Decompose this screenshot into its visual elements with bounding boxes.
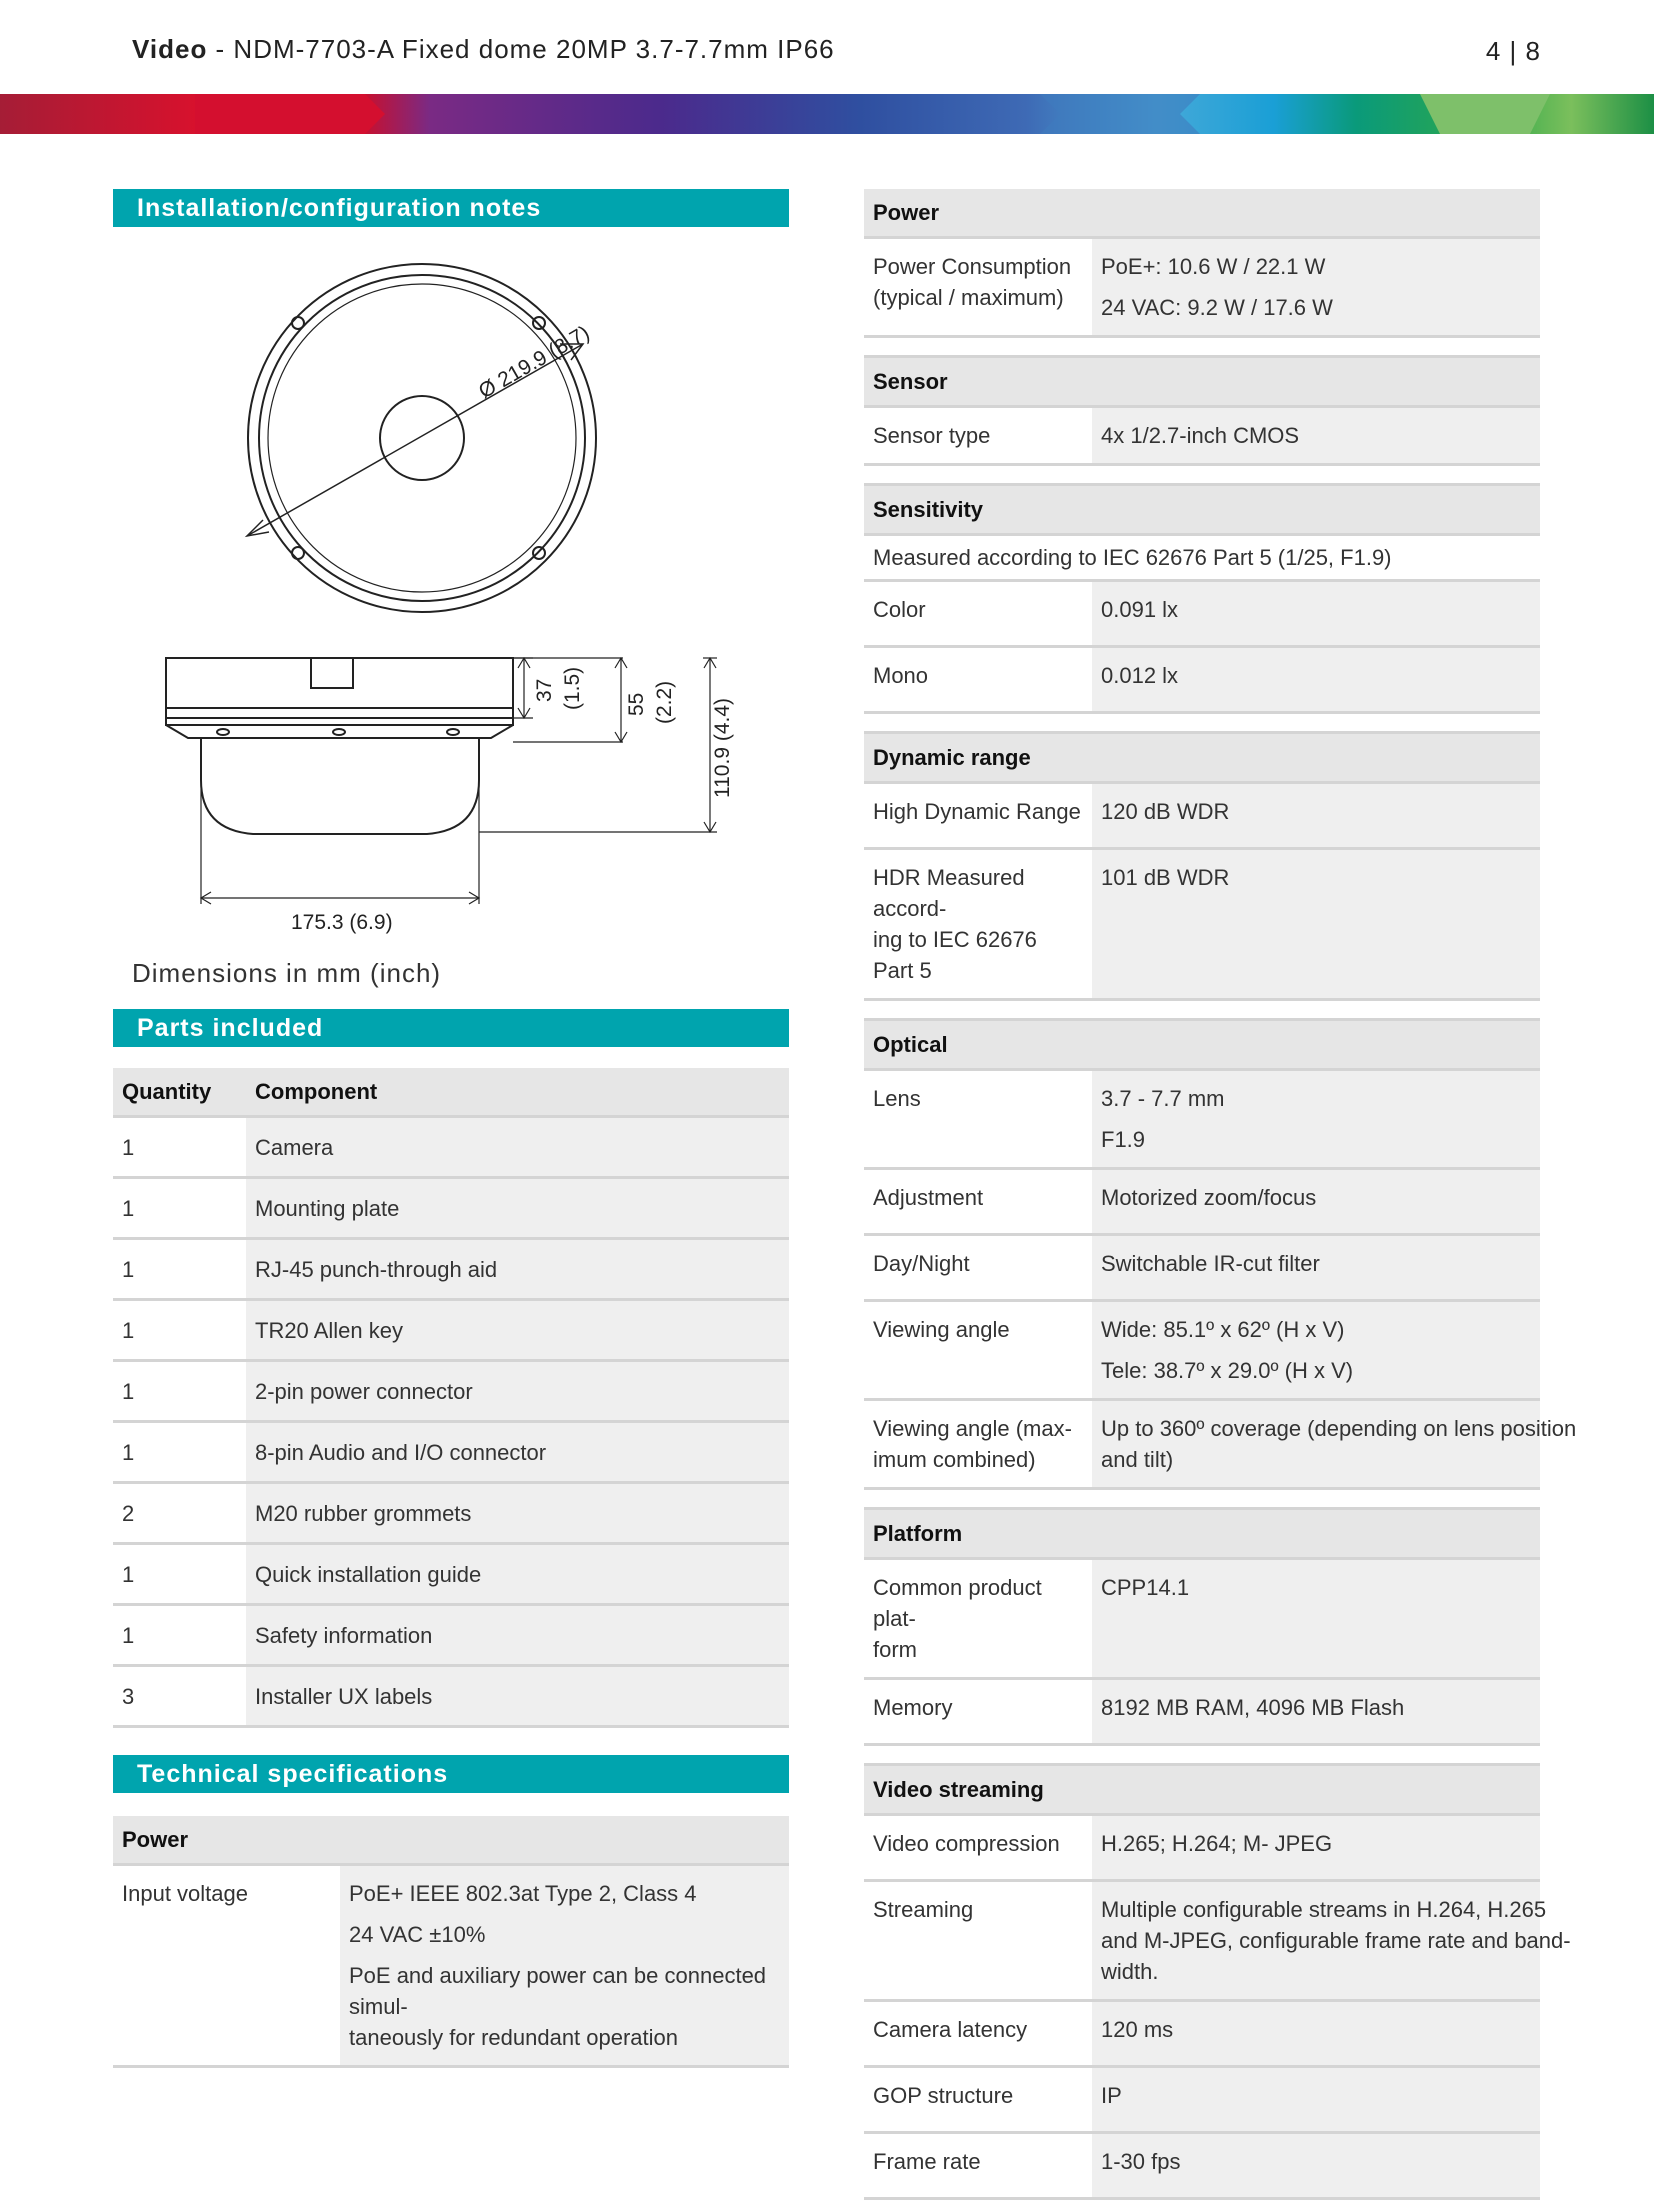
quantity: 1 [113,1239,246,1300]
spec-value: 1-30 fps [1092,2133,1540,2199]
left-power-title: Power [113,1816,789,1865]
group-spacer [864,465,1540,485]
spec-value [1092,1301,1540,1400]
group-optical-header [864,1020,1540,1070]
table-row [864,1881,1540,2001]
spec-value-line: taneously for redundant operation [349,2025,679,2050]
spec-value-line: and tilt) [1101,1447,1174,1472]
quantity: 1 [113,1117,246,1178]
spec-value-line: Wide: 85.1º x 62º (H x V) [1101,1317,1345,1342]
dim-h3-label: 110.9 (4.4) [711,697,734,798]
group-title: Dynamic range [864,733,1540,783]
spec-value: 4x 1/2.7-inch CMOS [1092,407,1540,465]
table-row [864,2133,1540,2199]
table-row [113,1544,789,1605]
spec-label: Adjustment [864,1169,1092,1235]
section-installation-notes: Installation/configuration notes [113,189,789,227]
spec-value [1092,1070,1540,1169]
component: Camera [246,1117,789,1178]
quantity: 1 [113,1178,246,1239]
table-row [113,1117,789,1178]
spec-label: Color [864,581,1092,647]
spec-label: Video compression [864,1815,1092,1881]
quantity: 1 [113,1422,246,1483]
spec-value: H.265; H.264; M- JPEG [1092,1815,1540,1881]
spec-value-line: PoE+: 10.6 W / 22.1 W [1101,254,1326,279]
group-spacer [864,1000,1540,1020]
component: RJ-45 punch-through aid [246,1239,789,1300]
group-platform-header [864,1509,1540,1559]
group-sensor-header [864,357,1540,407]
spec-label [864,1559,1092,1679]
document-header [132,34,835,65]
spec-value [1092,1881,1571,2001]
table-row [864,1301,1540,1400]
table-row [864,2067,1540,2133]
component: Installer UX labels [246,1666,789,1727]
spec-label-line: form [873,1637,917,1662]
group-power-header [864,189,1540,238]
spec-label [864,1400,1092,1489]
component: 2-pin power connector [246,1361,789,1422]
spec-value: 0.012 lx [1092,647,1540,713]
spec-value-line: 24 VAC ±10% [349,1922,486,1947]
spec-value: 0.091 lx [1092,581,1540,647]
spec-value: Motorized zoom/focus [1092,1169,1540,1235]
spec-label: Viewing angle [864,1301,1092,1400]
header-title: - NDM-7703-A Fixed dome 20MP 3.7-7.7mm IP66 [207,34,835,64]
table-row [113,1666,789,1727]
spec-value-line: and M-JPEG, configurable frame rate and band- [1101,1928,1571,1953]
spec-value-line: F1.9 [1101,1127,1146,1152]
component: Safety information [246,1605,789,1666]
table-row [864,1070,1540,1169]
spec-value-line: Up to 360º coverage (depending on lens position [1101,1416,1577,1441]
quantity: 2 [113,1483,246,1544]
table-row [864,407,1540,465]
table-row [113,1239,789,1300]
section-parts-included: Parts included [113,1009,789,1047]
quantity: 1 [113,1300,246,1361]
drawing-caption: Dimensions in mm (inch) [132,958,442,988]
spec-value-line: width. [1101,1959,1159,1984]
table-row [864,2001,1540,2067]
spec-value: Switchable IR-cut filter [1092,1235,1540,1301]
table-row [864,1815,1540,1881]
spec-label: Camera latency [864,2001,1092,2067]
spec-value-line: Multiple configurable streams in H.264, H.265 [1101,1897,1547,1922]
spec-value [1092,238,1540,337]
header-product: Video [132,34,208,64]
table-row [864,1235,1540,1301]
table-row [113,1361,789,1422]
spec-value [1092,1400,1577,1489]
component: Quick installation guide [246,1544,789,1605]
group-spacer [864,1745,1540,1765]
spec-label: Frame rate [864,2133,1092,2199]
quantity: 1 [113,1544,246,1605]
component: 8-pin Audio and I/O connector [246,1422,789,1483]
spec-label: Sensor type [864,407,1092,465]
dim-diameter-label: Ø 219.9 (8.7) [474,321,594,404]
table-row [113,1605,789,1666]
parts-table [113,1068,789,1728]
spec-value: IP [1092,2067,1540,2133]
group-video-streaming-header [864,1765,1540,1815]
table-row [864,849,1540,1000]
dim-h2-inch-label: (2.2) [653,680,676,724]
spec-label-line: Common product plat- [873,1575,1042,1631]
spec-label: High Dynamic Range [864,783,1092,849]
spec-value: 101 dB WDR [1092,849,1540,1000]
spec-note: Measured according to IEC 62676 Part 5 (1/25, F1.9) [864,535,1540,581]
table-row [113,1865,789,2067]
table-row [864,1169,1540,1235]
page-number: 4 | 8 [1485,36,1541,66]
group-title: Power [864,189,1540,238]
spec-label [864,238,1092,337]
quantity: 1 [113,1361,246,1422]
spec-label-line: (typical / maximum) [873,285,1064,310]
dim-h2-label: 55 [625,692,648,716]
table-row [864,783,1540,849]
dim-width-label: 175.3 (6.9) [291,911,393,934]
group-dynamic-range-header [864,733,1540,783]
spec-label: Memory [864,1679,1092,1745]
dimension-drawing [113,240,789,940]
spec-label-line: imum combined) [873,1447,1036,1472]
group-spacer [864,1489,1540,1509]
table-row [864,238,1540,337]
spec-label-line: Viewing angle (max- [873,1416,1072,1441]
quantity: 1 [113,1605,246,1666]
spec-value-line: 3.7 - 7.7 mm [1101,1086,1225,1111]
table-row [113,1178,789,1239]
spec-label: Input voltage [113,1865,340,2067]
left-power-table [113,1816,789,2068]
spec-value: 120 ms [1092,2001,1540,2067]
table-row [113,1483,789,1544]
table-row [113,1422,789,1483]
group-spacer [864,713,1540,733]
spec-value [340,1865,789,2067]
group-title: Sensitivity [864,485,1540,535]
spec-value-line: PoE and auxiliary power can be connected simul- [349,1963,767,2019]
spec-label: Day/Night [864,1235,1092,1301]
table-row [864,647,1540,713]
table-row [864,1559,1540,1679]
component: Mounting plate [246,1178,789,1239]
dim-h1-inch-label: (1.5) [561,666,584,710]
spec-value: 8192 MB RAM, 4096 MB Flash [1092,1679,1540,1745]
section-technical-specifications: Technical specifications [113,1755,789,1793]
left-power-header [113,1816,789,1865]
quantity: 3 [113,1666,246,1727]
col-component: Component [246,1068,789,1117]
spec-label: Streaming [864,1881,1092,2001]
group-title: Optical [864,1020,1540,1070]
spec-label-line: Power Consumption [873,254,1072,279]
group-spacer [864,337,1540,357]
parts-table-header [113,1068,789,1117]
spec-value-line: PoE+ IEEE 802.3at Type 2, Class 4 [349,1881,697,1906]
spec-value: 120 dB WDR [1092,783,1540,849]
spec-label: GOP structure [864,2067,1092,2133]
spec-label: Mono [864,647,1092,713]
spec-label: Lens [864,1070,1092,1169]
spec-label-line: HDR Measured accord- [873,865,1025,921]
spec-value-line: Tele: 38.7º x 29.0º (H x V) [1101,1358,1354,1383]
group-title: Sensor [864,357,1540,407]
group-sensitivity-header [864,485,1540,535]
table-row [864,535,1540,581]
component: M20 rubber grommets [246,1483,789,1544]
component: TR20 Allen key [246,1300,789,1361]
brand-color-band [0,94,1654,134]
spec-value-line: 24 VAC: 9.2 W / 17.6 W [1101,295,1333,320]
right-spec-table [864,189,1577,2200]
table-row [113,1300,789,1361]
group-title: Video streaming [864,1765,1540,1815]
spec-label [864,849,1092,1000]
spec-label-line: ing to IEC 62676 Part 5 [873,927,1037,983]
table-row [864,1400,1540,1489]
col-quantity: Quantity [113,1068,246,1117]
dim-h1-label: 37 [533,678,556,702]
table-row [864,581,1540,647]
table-row [864,1679,1540,1745]
group-title: Platform [864,1509,1540,1559]
spec-value: CPP14.1 [1092,1559,1540,1679]
